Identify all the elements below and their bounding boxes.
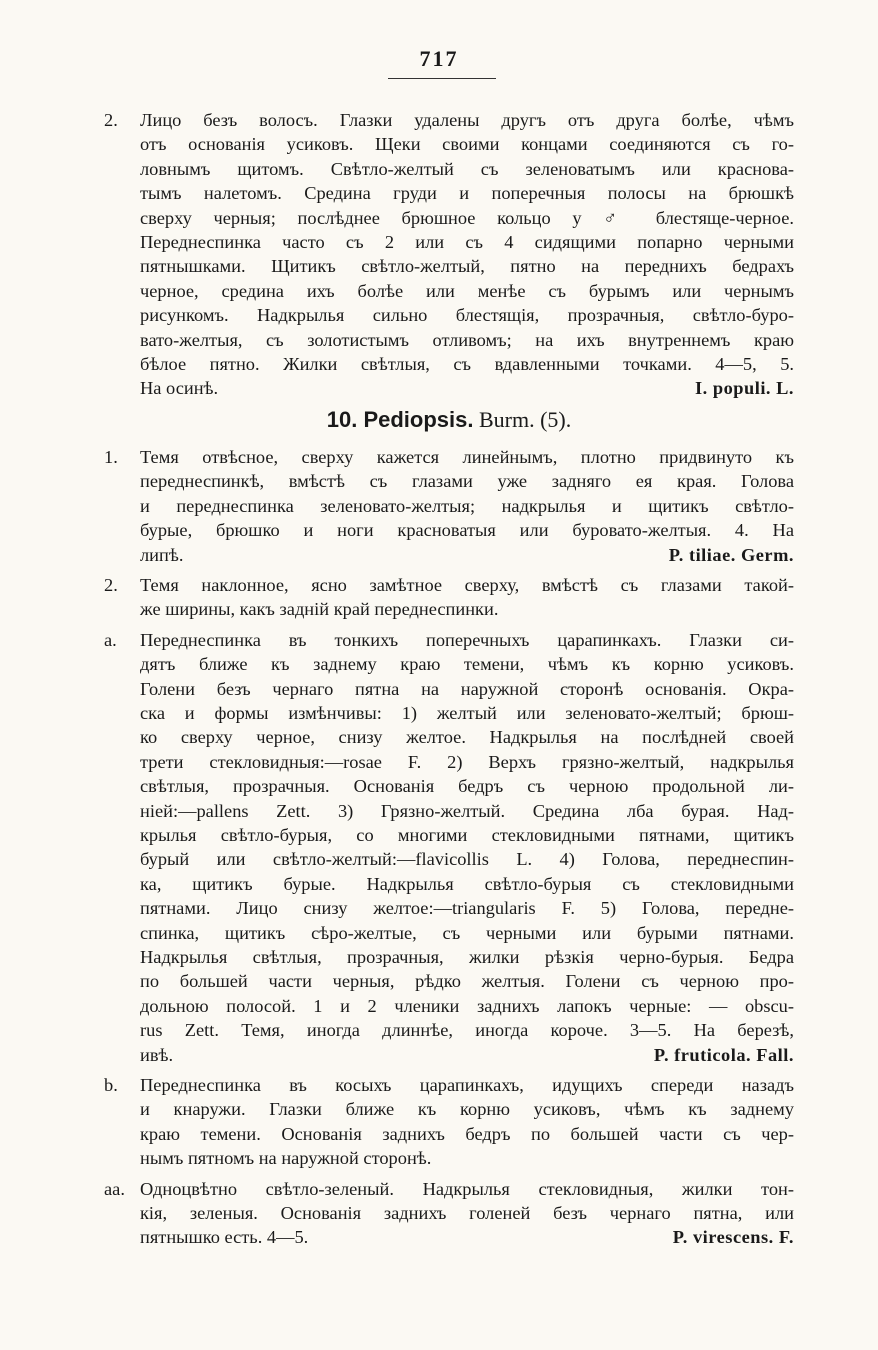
key-entry	[104, 628, 794, 1067]
text-line: спинка, щитикъ сѣро-желтые, съ черными или бурыми пятнами.	[140, 922, 794, 943]
species-name: P. tiliae. Germ.	[668, 544, 794, 565]
genus-heading	[104, 405, 794, 435]
text-line: пятнышко есть. 4—5.	[140, 1227, 309, 1248]
text-line: Одноцвѣтно свѣтло-зеленый. Надкрылья стекловидныя, жилки тон-	[140, 1178, 794, 1199]
text-line: ка, щитикъ бурые. Надкрылья свѣтло-бурыя съ стекловидными	[140, 873, 794, 894]
genus-author: Burm. (5).	[478, 406, 572, 432]
key-entry	[104, 445, 794, 567]
entry-marker: b.	[104, 1075, 118, 1096]
text-line: трети стекловидныя:—rosae F. 2) Верхъ грязно-желтый, надкрылья	[140, 751, 794, 772]
key-entries-bottom	[104, 445, 794, 1250]
text-line: кія, зеленыя. Основанія заднихъ голеней безъ чернаго пятна, или	[140, 1203, 794, 1224]
text-line: краю темени. Основанія заднихъ бедръ по большей части съ чер-	[140, 1123, 794, 1144]
entry-last-line	[140, 1225, 794, 1249]
page-number: 717	[419, 46, 459, 71]
text-line: Переднеспинка въ косыхъ царапинкахъ, идущихъ спереди назадъ	[140, 1075, 794, 1096]
text-line: дольною полосой. 1 и 2 членики заднихъ лапокъ черные: — obscu-	[140, 995, 794, 1016]
entry-marker: 1.	[104, 446, 118, 467]
text-line: бурый или свѣтло-желтый:—flavicollis L. 4) Голова, переднеспин-	[140, 849, 794, 870]
text-line: ловнымъ щитомъ. Свѣтло-желтый съ зеленоватымъ или краснова-	[140, 158, 794, 179]
text-line: На осинѣ.	[140, 378, 219, 399]
text-line: черное, средина ихъ болѣе или менѣе съ бурымъ или чернымъ	[140, 280, 794, 301]
text-line: и переднеспинка зеленовато-желтыя; надкрылья и щитикъ свѣтло-	[140, 495, 794, 516]
text-line: Переднеспинка часто съ 2 или съ 4 сидящими попарно черными	[140, 232, 794, 253]
text-line: ніей:—pallens Zett. 3) Грязно-желтый. Средина лба бурая. Над-	[140, 800, 794, 821]
text-line: по большей части черныя, рѣдко желтыя. Голени съ черною про-	[140, 971, 794, 992]
entry-last-line	[140, 543, 794, 567]
key-entries-top	[104, 108, 794, 401]
text-line: ска и формы измѣнчивы: 1) желтый или зеленовато-желтый; брюш-	[140, 702, 794, 723]
key-entry	[104, 573, 794, 622]
text-line: Переднеспинка въ тонкихъ поперечныхъ царапинкахъ. Глазки си-	[140, 629, 794, 650]
genus-name: 10. Pediopsis.	[326, 406, 474, 432]
text-line: дятъ ближе къ заднему краю темени, чѣмъ къ корню усиковъ.	[140, 654, 794, 675]
text-line: же ширины, какъ задній край переднеспинки.	[140, 599, 499, 620]
header-rule	[388, 78, 496, 79]
species-name: P. virescens. F.	[672, 1227, 794, 1248]
text-line: бурые, брюшко и ноги красноватыя или буровато-желтыя. 4. На	[140, 520, 794, 541]
text-line: Лицо безъ волосъ. Глазки удалены другъ отъ друга болѣе, чѣмъ	[140, 110, 794, 130]
text-line: бѣлое пятно. Жилки свѣтлыя, съ вдавленными точками. 4—5, 5.	[140, 354, 794, 375]
entry-marker: a.	[104, 629, 117, 650]
page-body	[104, 108, 794, 1250]
entry-marker: aa.	[104, 1178, 125, 1199]
text-line: Надкрылья свѣтлыя, прозрачныя, жилки рѣзкія черно-бурыя. Бедра	[140, 947, 794, 967]
text-line: ивѣ.	[140, 1044, 174, 1065]
species-name: P. fruticola. Fall.	[653, 1044, 794, 1065]
text-line: и кнаружи. Глазки ближе къ корню усиковъ, чѣмъ къ заднему	[140, 1099, 794, 1120]
text-line: сверху черныя; послѣднее брюшное кольцо у ♂ блестяще-черное.	[140, 207, 794, 228]
text-line: липѣ.	[140, 544, 184, 565]
text-line: свѣтлыя, прозрачныя. Основанія бедръ съ черною продольной ли-	[140, 776, 794, 797]
key-entry	[104, 1177, 794, 1250]
entry-last-line	[140, 1146, 794, 1170]
text-line: отъ основанія усиковъ. Щеки своими концами соединяются съ го-	[140, 134, 794, 155]
text-line: пятнышками. Щитикъ свѣтло-желтый, пятно на переднихъ бедрахъ	[140, 256, 794, 277]
key-entry	[104, 108, 794, 401]
entry-last-line	[140, 597, 794, 621]
text-line: пятнами. Лицо снизу желтое:—triangularis F. 5) Голова, передне-	[140, 898, 794, 919]
text-line: ко сверху черное, снизу желтое. Надкрылья на послѣдней своей	[140, 727, 794, 748]
text-line: крылья свѣтло-бурыя, со многими стекловидными пятнами, щитикъ	[140, 824, 794, 845]
species-name: I. populi. L.	[694, 378, 794, 399]
entry-last-line	[140, 376, 794, 400]
entry-last-line	[140, 1043, 794, 1067]
text-line: rus Zett. Темя, иногда длиннѣе, иногда короче. 3—5. На березѣ,	[140, 1020, 794, 1041]
text-line: Темя отвѣсное, сверху кажется линейнымъ, плотно придвинуто къ	[140, 446, 794, 467]
entry-marker: 2.	[104, 574, 118, 595]
text-line: рисункомъ. Надкрылья сильно блестящія, прозрачныя, свѣтло-буро-	[140, 305, 794, 326]
text-line: нымъ пятномъ на наружной сторонѣ.	[140, 1148, 432, 1169]
text-line: тымъ налетомъ. Средина груди и поперечныя полосы на брюшкѣ	[140, 183, 794, 204]
text-line: Темя наклонное, ясно замѣтное сверху, вмѣстѣ съ глазами такой-	[140, 574, 794, 595]
text-line: вато-желтыя, съ золотистымъ отливомъ; на ихъ внутреннемъ краю	[140, 329, 794, 350]
key-entry	[104, 1073, 794, 1171]
text-line: Голени безъ чернаго пятна на наружной сторонѣ основанія. Окра-	[140, 678, 794, 699]
text-line: переднеспинкѣ, вмѣстѣ съ глазами уже задняго ея края. Голова	[140, 471, 794, 492]
entry-marker: 2.	[104, 110, 118, 130]
